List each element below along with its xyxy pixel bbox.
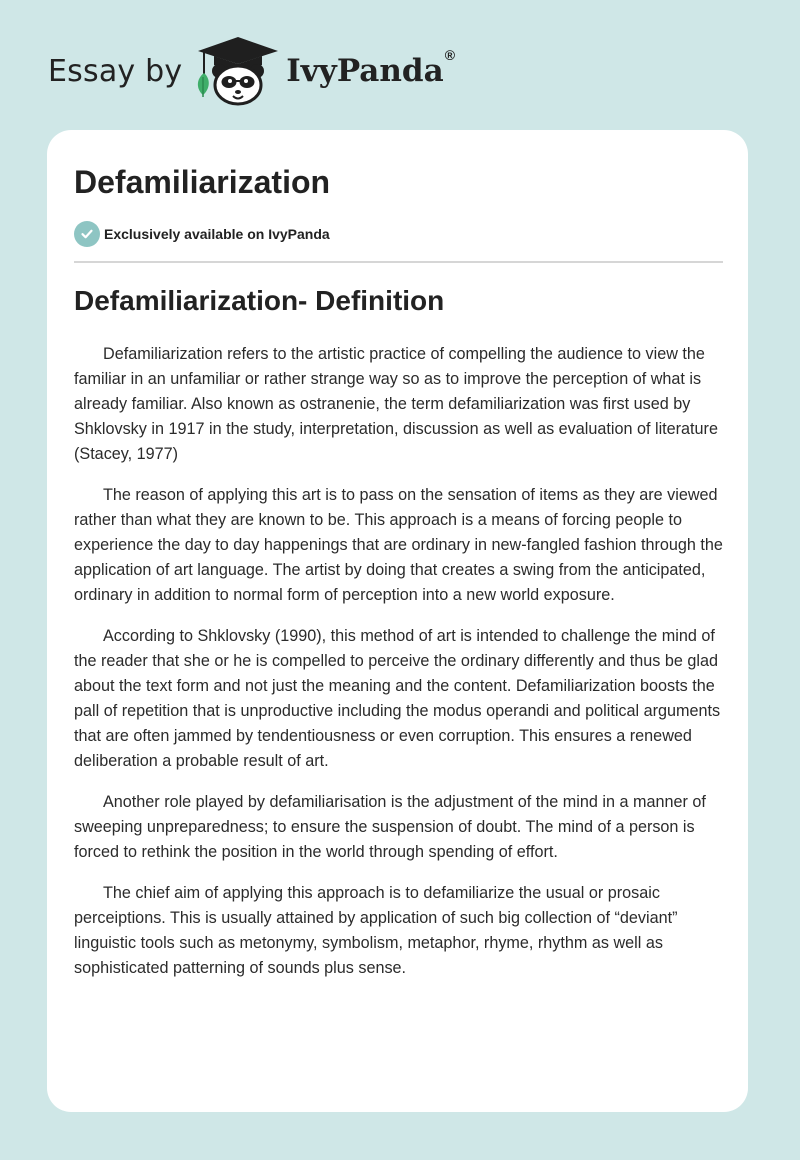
paragraph: Another role played by defamiliarisation is the adjustment of the mind in a manner of sweeping unpreparedness; to ensure the suspension of doubt. The mind of a person is forced to rethink the position in the world through spending of effort. <box>74 793 706 861</box>
essay-card <box>47 130 748 1112</box>
section-heading: Defamiliarization- Definition <box>74 285 445 316</box>
panda-graduate-logo-icon <box>192 35 284 107</box>
essay-body <box>74 342 724 997</box>
paragraph: According to Shklovsky (1990), this method of art is intended to challenge the mind of the reader that she or he is compelled to perceive the ordinary differently and thus be glad about the text form and not just the meaning and the content. Defamiliarization boosts the pall of repetition that is unproductive including the modus operandi and political arguments that are often jammed by tendentiousness or even corruption. This ensures a renewed deliberation a probable result of art. <box>74 627 721 770</box>
exclusive-badge-label: Exclusively available on IvyPanda <box>104 226 330 242</box>
check-circle-icon <box>74 221 100 247</box>
divider <box>74 261 723 263</box>
paragraph: The reason of applying this art is to pass on the sensation of items as they are viewed rather than what they are known to be. This approach is a means of forcing people to experience the day to day happenings that are ordinary in new-fangled fashion through the application of art language. The artist by doing that creates a swing from the anticipated, ordinary in addition to normal form of perception into a new world exposure. <box>74 486 723 604</box>
brand-name: IvyPanda® <box>286 47 456 89</box>
essay-by-label: Essay by <box>48 53 183 89</box>
registered-mark: ® <box>444 47 456 63</box>
paragraph: Defamiliarization refers to the artistic practice of compelling the audience to view the familiar in an unfamiliar or rather strange way so as to improve the perception of what is already familiar. Also known as ostranenie, the term defamiliarization was first used by Shklovsky in 1917 in the study, interpretation, discussion as well as evaluation of literature (Stacey, 1977) <box>74 345 718 463</box>
site-header <box>48 36 455 106</box>
page-title: Defamiliarization <box>74 164 331 200</box>
exclusive-badge <box>74 221 330 247</box>
paragraph: The chief aim of applying this approach is to defamiliarize the usual or prosaic perceiptions. This is usually attained by application of such big collection of “deviant” linguistic tools such as metonymy, symbolism, metaphor, rhyme, rhythm as well as sophisticated patterning of sounds plus sense. <box>74 884 678 977</box>
